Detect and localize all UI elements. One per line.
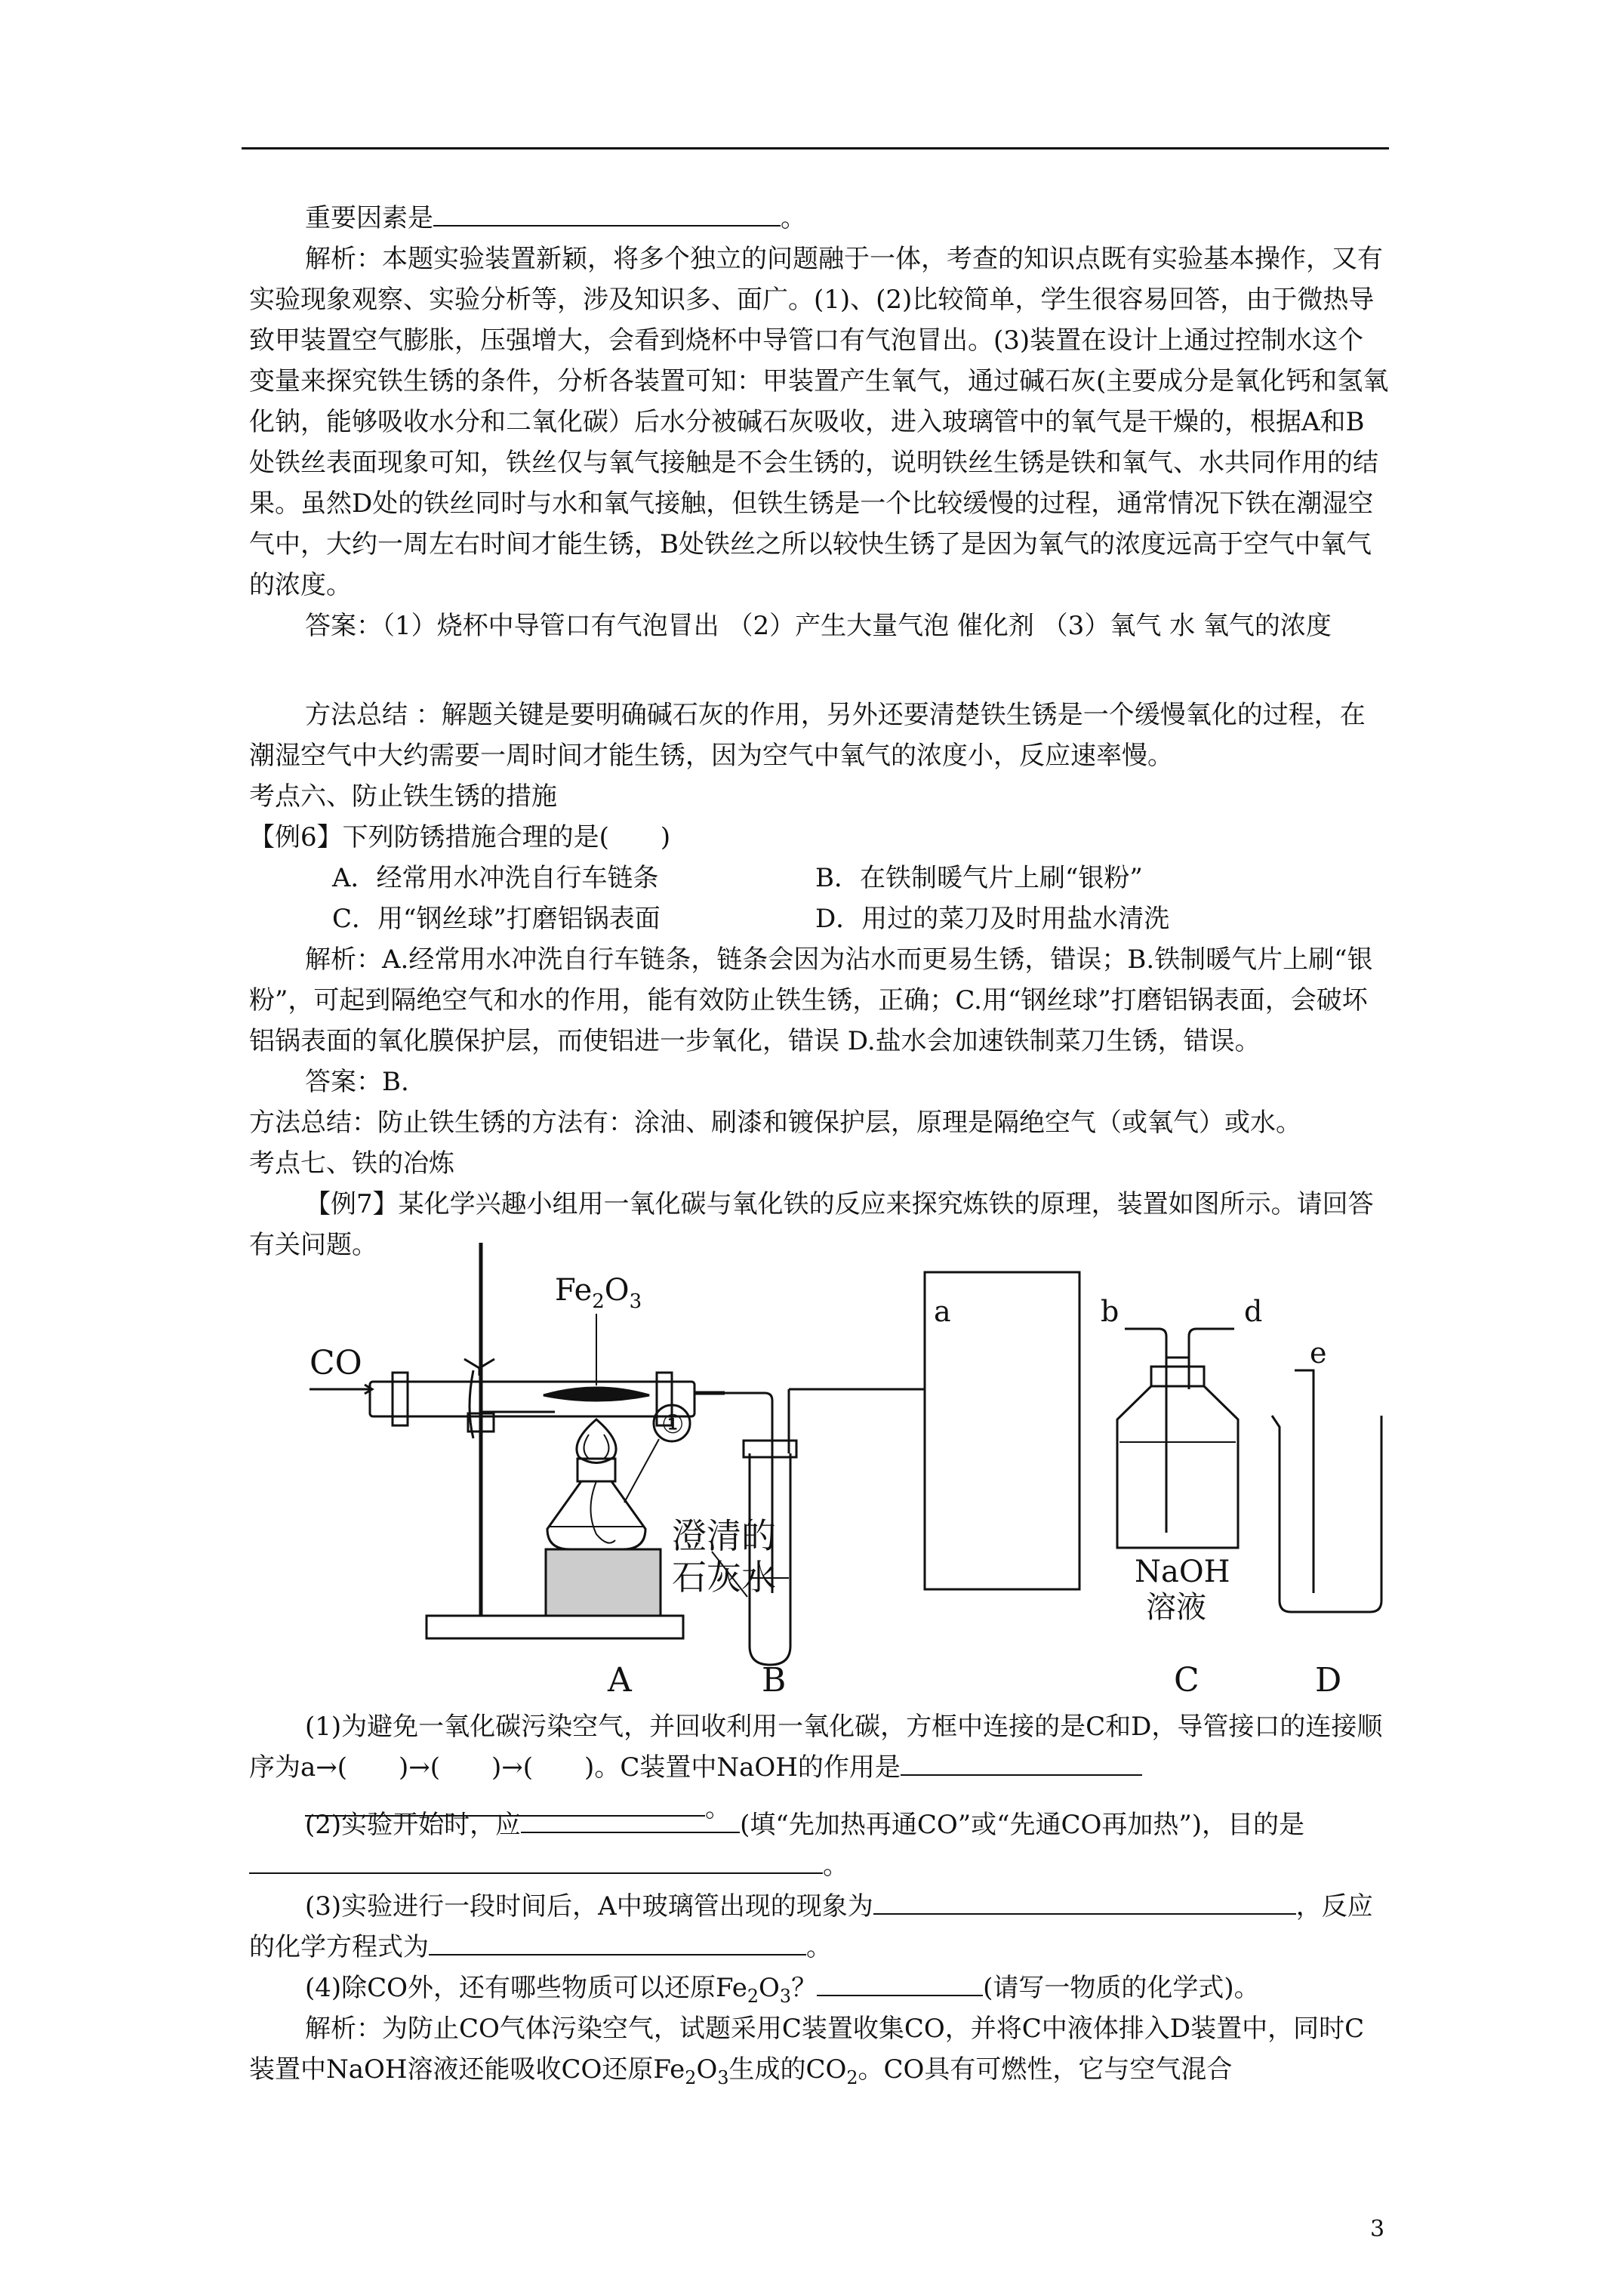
method-summary-6: 方法总结：防止铁生锈的方法有：涂油、刷漆和镀保护层，原理是隔绝空气（或氧气）或水。 [249,1108,1301,1138]
method-summary-5: 方法总结 ：解题关键是要明确碱石灰的作用，另外还要清楚铁生锈是一个缓慢氧化的过程，在潮湿空气中大约需要一周时间才能生锈，因为空气中氧气的浓度小，反应速率慢。 [249,700,1366,771]
question-7-4: (4)除CO外，还有哪些物质可以还原$Fe_2O_3$？ (请写一物质的化学式)。 [249,1968,1389,2017]
stand-base [427,1616,683,1638]
analysis-paragraph-6: 解析：A.经常用水冲洗自行车链条，链条会因为沾水而更易生锈，错误；B.铁制暖气片上刷“银粉”，可起到隔绝空气和水的作用，能有效防止铁生锈，正确；C.用“钢丝球”打磨铝锅表面，会破坏铝锅表面的氧化膜保护层，而使铝进一步氧化，错误 D.盐水会加速铁制菜刀生锈，错误。 [249,945,1373,1056]
question-7-1: (1)为避免一氧化碳污染空气，并回收利用一氧化碳，方框中连接的是C和D，导管接口的连接顺序为a→( )→( )→( )。C装置中NaOH的作用是 。 [249,1712,1383,1823]
answer-paragraph-5: 答案：（1）烧杯中导管口有气泡冒出 （2）产生大量气泡 催化剂 （3）氧气 水 氧气的浓度 [305,611,1332,641]
flame-inner [584,1435,609,1459]
tube-d [1189,1329,1234,1389]
fe2o3-label: $Fe_2O_3$ [555,1273,642,1313]
analysis-paragraph-7: 解析：为防止CO气体污染空气，试题采用C装置收集CO，并将C中液体排入D装置中，同时C装置中NaOH溶液还能吸收CO还原$Fe_2O_3$生成的$CO_2$。CO具有可燃性，它与空气混合 [249,2014,1365,2088]
option-b: B．在铁制暖气片上刷“银粉” [815,863,1143,893]
example-6-question: 【例6】下列防锈措施合理的是( ) [249,822,671,852]
lamp-block [546,1549,661,1616]
tube-b [1125,1329,1166,1533]
naoh-label: NaOH [1135,1555,1230,1589]
port-a-label: a [934,1295,951,1328]
port-e-label: e [1310,1336,1327,1370]
section-heading-6: 考点六、防止铁生锈的措施 [249,781,557,812]
circle1-leader [624,1439,659,1502]
option-d: D．用过的菜刀及时用盐水清洗 [815,904,1170,934]
bottle-c [1117,1386,1238,1548]
fe2o3-sample [544,1388,649,1401]
option-c: C．用“钢丝球”打磨铝锅表面 [332,904,661,934]
apparatus-c-label: C [1174,1661,1200,1700]
page-number: 3 [1370,2216,1385,2242]
beaker-d [1272,1416,1381,1612]
question-7-2: (2)实验开始时，应 (填“先加热再通CO”或“先通CO再加热”)，目的是。 [249,1804,1389,1886]
co-label: CO [310,1344,362,1382]
example-7-question: 【例7】某化学兴趣小组用一氧化碳与氧化铁的反应来探究炼铁的原理，装置如图所示。请回答有关问题。 [249,1189,1374,1260]
analysis-paragraph-5: 解析：本题实验装置新颖，将多个独立的问题融于一体，考查的知识点既有实验基本操作，又有实验现象观察、实验分析等，涉及知识多、面广。(1)、(2)比较简单，学生很容易回答，由于微热导致甲装置空气膨胀，压强增大，会看到烧杯中导管口有气泡冒出。(3)装置在设计上通过控制水这个变量来探究铁生锈的条件，分析各装置可知：甲装置产生氧气，通过碱石灰(主要成分是氧化钙和氢氧化钠，能够吸收水分和二氧化碳）后水分被碱石灰吸收，进入玻璃管中的氧气是干燥的，根据A和B处铁丝表面现象可知，铁丝仅与氧气接触是不会生锈的，说明铁丝生锈是铁和氧气、水共同作用的结果。虽然D处的铁丝同时与水和氧气接触，但铁生锈是一个比较缓慢的过程，通常情况下铁在潮湿空气中，大约一周左右时间才能生锈，B处铁丝之所以较快生锈了是因为氧气的浓度远高于空气中氧气的浓度。 [249,244,1389,600]
apparatus-a-label: A [608,1661,632,1700]
solution-label: 溶液 [1146,1590,1206,1625]
bottle-c-neck [1166,1358,1189,1367]
apparatus-figure [298,1238,1408,1706]
circle1-label: ① [661,1410,685,1440]
question-7-3: (3)实验进行一段时间后，A中玻璃管出现的现象为 ，反应的化学方程式为 。 [249,1886,1389,1968]
answer-6: 答案：B. [305,1067,409,1097]
header-rule [242,147,1389,149]
apparatus-d-label: D [1315,1661,1342,1700]
tube-e [1295,1370,1313,1593]
port-d-label: d [1244,1295,1263,1328]
bottle-c-stopper [1151,1367,1204,1386]
lamp-wick [591,1481,616,1543]
apparatus-b-label: B [762,1661,787,1700]
limewater-label-1: 澄清的 [672,1515,776,1556]
apparatus-diagram [298,1238,1408,1706]
port-b-label: b [1101,1295,1119,1328]
section-heading-7: 考点七、铁的冶炼 [249,1148,454,1179]
option-a: A．经常用水冲洗自行车链条 [332,863,659,893]
flame [577,1419,616,1463]
line-important-factor: 重要因素是 。 [249,198,1389,239]
limewater-label-2: 石灰水 [672,1557,776,1598]
